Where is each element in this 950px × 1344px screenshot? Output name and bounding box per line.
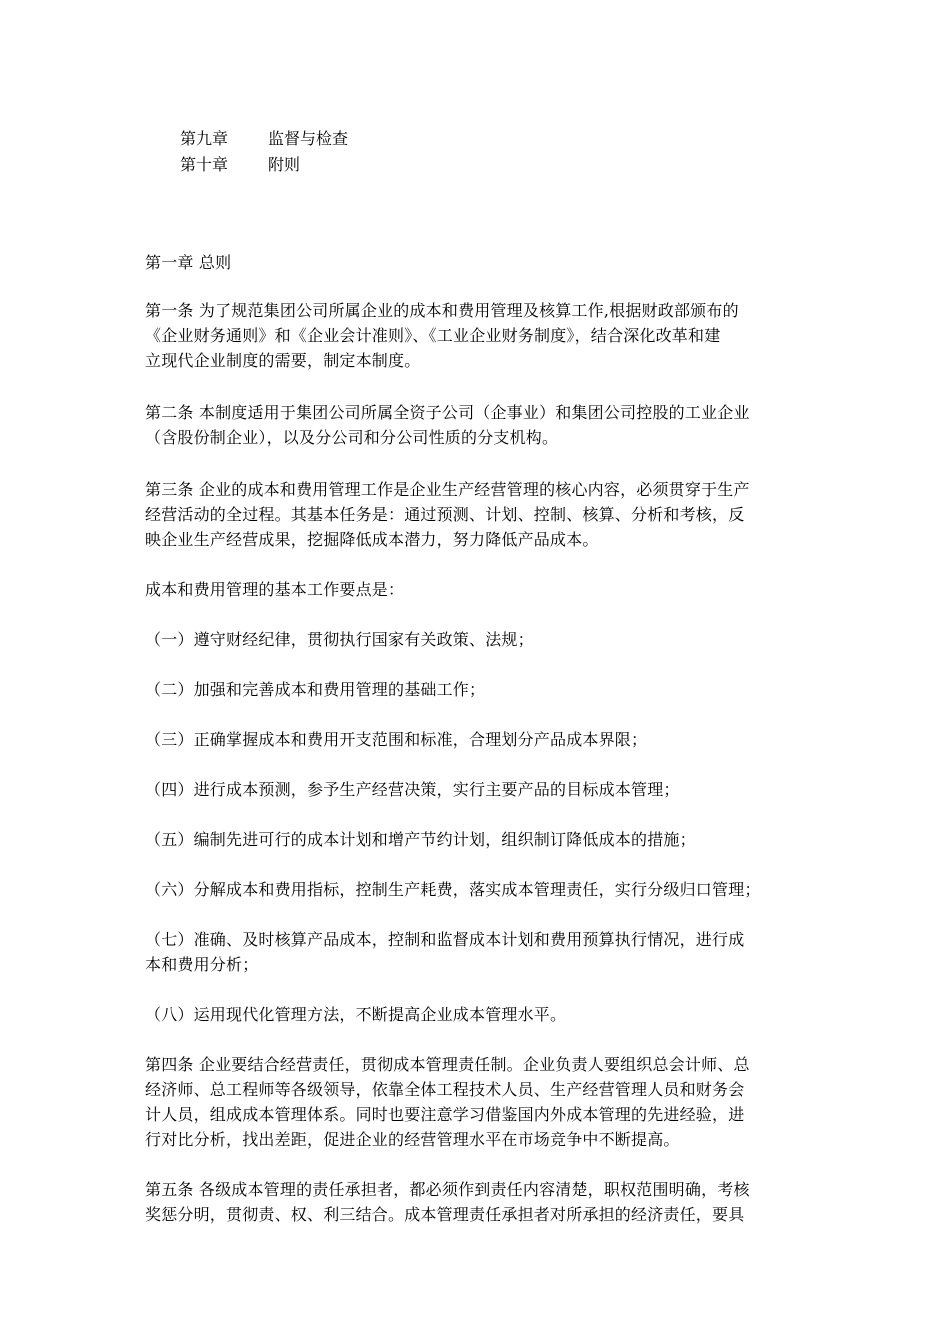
toc-chapter-number: 第十章 [180,155,229,174]
text-line: （含股份制企业），以及分公司和分公司性质的分支机构。 [145,428,559,447]
text-line: 立现代企业制度的需要，制定本制度。 [145,351,421,370]
text-line: 成本和费用管理的基本工作要点是： [145,580,405,599]
table-of-contents [180,126,348,178]
toc-entry [180,152,348,178]
text-line: 经营活动的全过程。其基本任务是：通过预测、计划、控制、核算、分析和考核，反 [145,505,745,524]
text-line: （三）正确掌握成本和费用开支范围和标准，合理划分产品成本界限； [145,730,648,749]
paragraph [145,298,810,373]
text-line: 第四条 企业要结合经营责任，贯彻成本管理责任制。企业负责人要组织总会计师、总 [145,1055,750,1074]
paragraph [145,1052,810,1152]
text-line: （六）分解成本和费用指标，控制生产耗费，落实成本管理责任，实行分级归口管理； [145,880,761,899]
text-line: （二）加强和完善成本和费用管理的基础工作； [145,680,486,699]
chapter-heading [145,250,810,275]
paragraph [145,400,810,450]
text-line: 奖惩分明，贯彻责、权、利三结合。成本管理责任承担者对所承担的经济责任，要具 [145,1205,745,1224]
toc-chapter-title: 监督与检查 [268,129,349,148]
text-line: 第一条 为了规范集团公司所属企业的成本和费用管理及核算工作,根据财政部颁布的 [145,301,739,320]
paragraph [145,627,810,652]
text-line: 第一章 总则 [145,253,232,272]
text-line: 第五条 各级成本管理的责任承担者，都必须作到责任内容清楚，职权范围明确，考核 [145,1180,750,1199]
text-line: （七）准确、及时核算产品成本，控制和监督成本计划和费用预算执行情况，进行成 [145,930,745,949]
paragraph [145,777,810,802]
text-line: 映企业生产经营成果，挖掘降低成本潜力，努力降低产品成本。 [145,530,599,549]
text-line: （八）运用现代化管理方法，不断提高企业成本管理水平。 [145,1005,567,1024]
text-line: 第三条 企业的成本和费用管理工作是企业生产经营管理的核心内容，必须贯穿于生产 [145,480,750,499]
text-line: 《企业财务通则》和《企业会计准则》、《工业企业财务制度》，结合深化改革和建 [145,326,721,345]
paragraph [145,1002,810,1027]
text-line: 计人员，组成成本管理体系。同时也要注意学习借鉴国内外成本管理的先进经验，进 [145,1105,745,1124]
paragraph [145,927,810,977]
paragraph [145,477,810,552]
paragraph [145,577,810,602]
text-line: （一）遵守财经纪律，贯彻执行国家有关政策、法规； [145,630,534,649]
text-line: （五）编制先进可行的成本计划和增产节约计划，组织制订降低成本的措施； [145,830,696,849]
paragraph [145,827,810,852]
text-line: 第二条 本制度适用于集团公司所属全资子公司（企事业）和集团公司控股的工业企业 [145,403,750,422]
paragraph [145,727,810,752]
paragraph [145,877,810,902]
text-line: （四）进行成本预测，参予生产经营决策，实行主要产品的目标成本管理； [145,780,680,799]
text-line: 行对比分析，找出差距，促进企业的经营管理水平在市场竞争中不断提高。 [145,1130,680,1149]
paragraph [145,1177,810,1227]
text-line: 经济师、总工程师等各级领导，依靠全体工程技术人员、生产经营管理人员和财务会 [145,1080,745,1099]
paragraph [145,677,810,702]
text-line: 本和费用分析； [145,955,259,974]
toc-chapter-title: 附则 [268,155,301,174]
toc-entry [180,126,348,152]
toc-chapter-number: 第九章 [180,129,229,148]
